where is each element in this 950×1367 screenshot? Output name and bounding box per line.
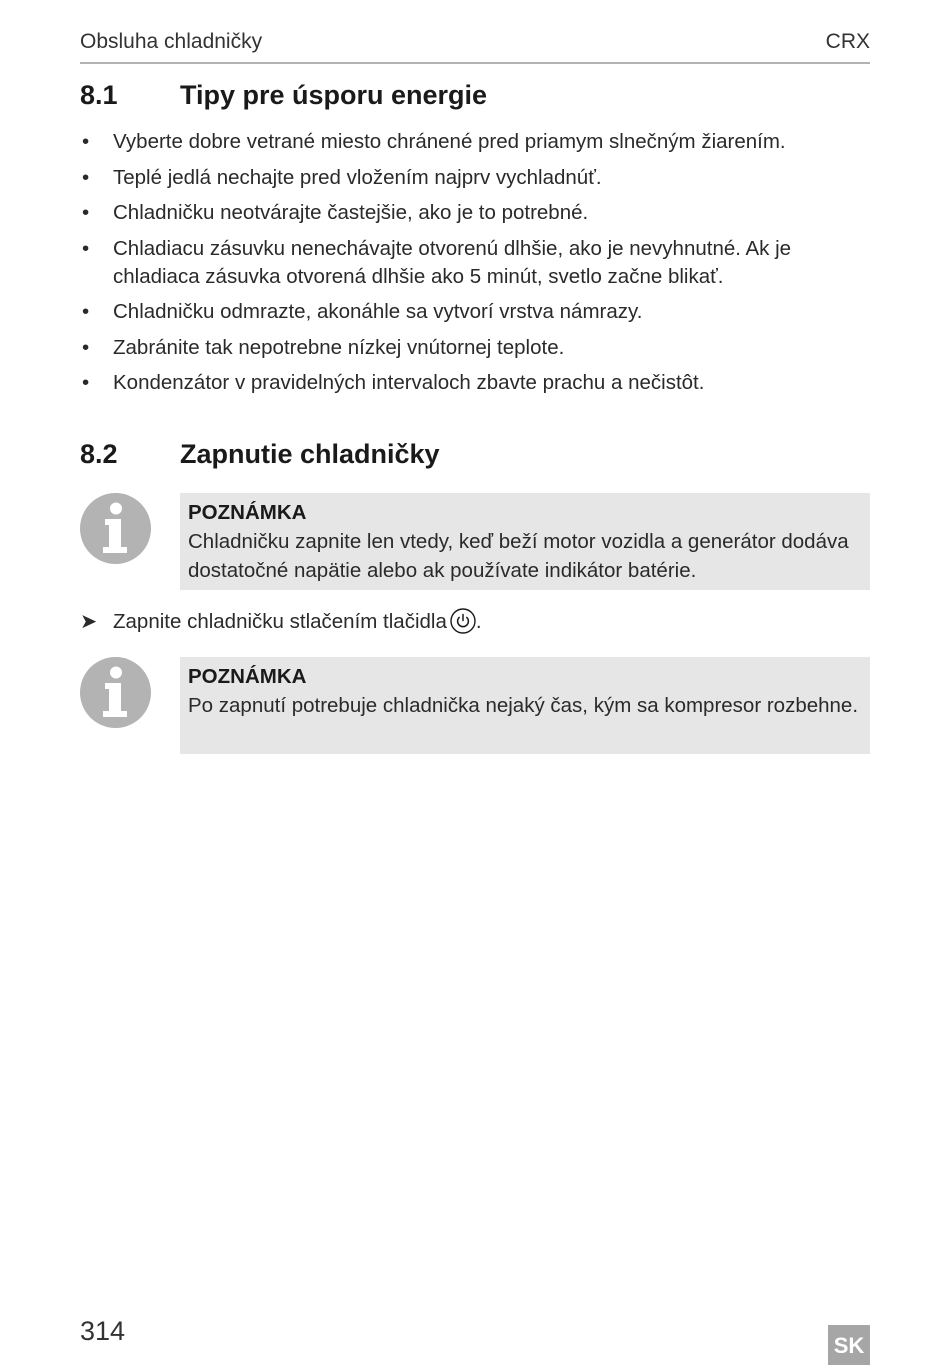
list-item [80, 235, 840, 291]
list-item [80, 334, 840, 362]
bullet: • [82, 371, 90, 394]
step-arrow-icon: ➤ [80, 610, 98, 633]
list-item [80, 199, 840, 227]
chapter-title: Obsluha chladničky [80, 30, 263, 53]
list-item-text: Chladničku odmrazte, akonáhle sa vytvorí vrstva námrazy. [113, 300, 643, 323]
list-item [80, 164, 840, 192]
step-text: Zapnite chladničku stlačením tlačidla [113, 610, 447, 633]
section-number: 8.1 [80, 80, 118, 110]
page-number: 314 [80, 1316, 126, 1346]
page-header [80, 30, 870, 64]
bullet: • [82, 236, 90, 260]
list-item [80, 369, 840, 397]
energy-tips-list [80, 128, 840, 405]
bullet: • [82, 130, 90, 153]
section-title: Tipy pre úsporu energie [180, 80, 488, 110]
bullet: • [82, 201, 90, 224]
model-name: CRX [825, 30, 870, 53]
list-item [80, 298, 840, 326]
note-text: Po zapnutí potrebuje chladnička nejaký čas, kým sa kompresor rozbehne. [188, 694, 859, 717]
bullet: • [82, 165, 90, 189]
step-end: . [475, 610, 482, 633]
list-item-text: Chladiacu zásuvku nenechávajte otvorenú dlhšie, ako je nevyhnutné. Ak je chladiaca zásuvka otvorená dlhšie ako 5 minút, svetlo začne blikať. [113, 236, 792, 288]
list-item-text: Chladničku neotvárajte častejšie, ako je to potrebné. [113, 201, 589, 224]
instruction-step [80, 608, 482, 636]
section-title: Zapnutie chladničky [180, 439, 440, 469]
note-text: Chladničku zapnite len vtedy, keď beží motor vozidla a generátor dodáva dostatočné napätie alebo ak používate indikátor batérie. [188, 530, 849, 582]
note-box [180, 493, 870, 590]
note-label: POZNÁMKA [188, 665, 307, 688]
note-label: POZNÁMKA [188, 501, 307, 524]
info-icon [80, 493, 151, 564]
list-item-text: Teplé jedlá nechajte pred vložením najprv vychladnúť. [113, 165, 602, 189]
language-badge: SK [828, 1325, 870, 1365]
section-number: 8.2 [80, 439, 118, 469]
note-box [180, 657, 870, 754]
bullet: • [82, 300, 90, 323]
list-item-text: Zabránite tak nepotrebne nízkej vnútornej teplote. [113, 335, 565, 359]
info-icon [80, 657, 151, 728]
list-item-text: Vyberte dobre vetrané miesto chránené pred priamym slnečným žiarením. [113, 130, 786, 153]
bullet: • [82, 335, 90, 359]
list-item-text: Kondenzátor v pravidelných intervaloch zbavte prachu a nečistôt. [113, 371, 705, 394]
power-icon [450, 608, 476, 634]
list-item [80, 128, 840, 156]
